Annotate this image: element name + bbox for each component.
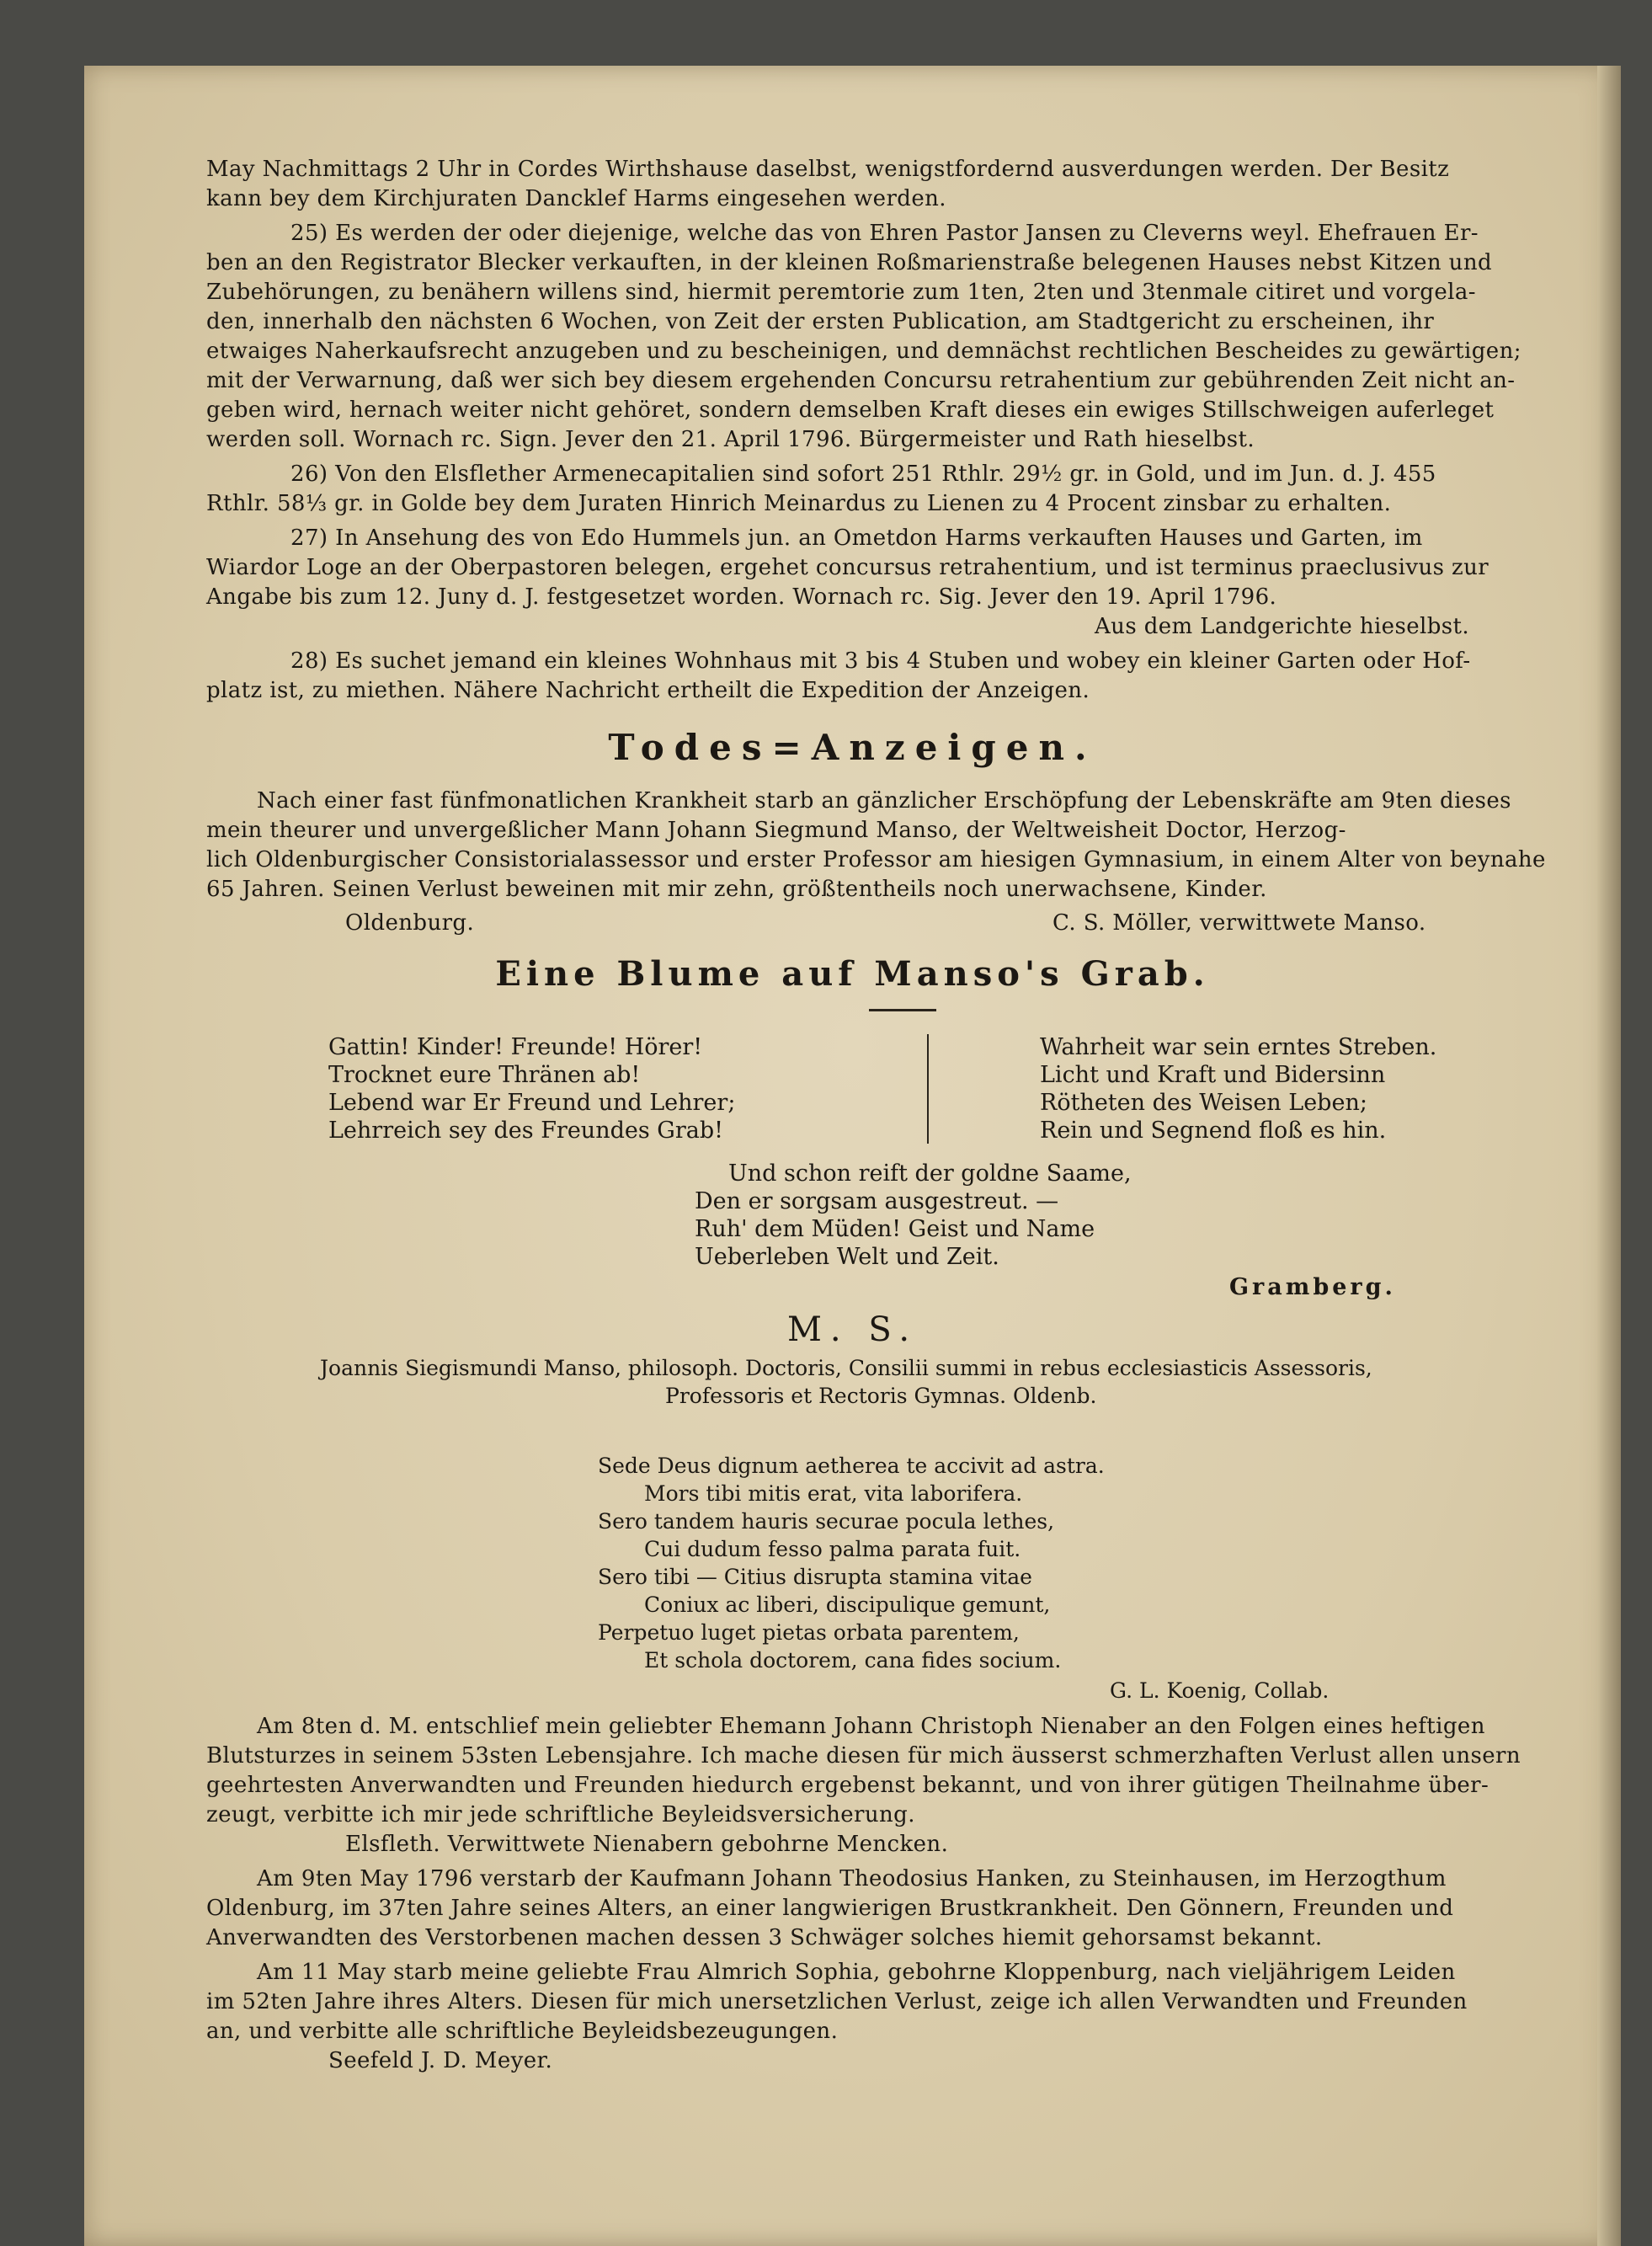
notice-line: geehrtesten Anverwandten und Freunden hiedurch ergebenst bekannt, und von ihrer gütigen Theilnahme über- <box>206 1773 1489 1798</box>
latin-verse: Cui dudum fesso palma parata fuit. <box>644 1537 1021 1561</box>
notice-line: mein theurer und unvergeßlicher Mann Johann Siegmund Manso, der Weltweisheit Doctor, Herzog- <box>206 818 1346 843</box>
notice-line: im 52ten Jahre ihres Alters. Diesen für mich unersetzlichen Verlust, zeige ich allen Verwandten und Freunden <box>206 1989 1468 2014</box>
verse-line: Lebend war Er Freund und Lehrer; <box>328 1090 736 1116</box>
latin-verse: Sero tandem hauris securae pocula lethes, <box>598 1509 1055 1534</box>
latin-verse: Perpetuo luget pietas orbata parentem, <box>598 1620 1020 1645</box>
verse-line: Trocknet eure Thränen ab! <box>328 1062 641 1088</box>
latin-author: G. L. Koenig, Collab. <box>1110 1678 1330 1703</box>
verse-line: Licht und Kraft und Bidersinn <box>1040 1062 1386 1088</box>
todes-signature: C. S. Möller, verwittwete Manso. <box>1052 910 1426 936</box>
todes-heading: Todes=Anzeigen. <box>608 727 1097 768</box>
notice-line: Wiardor Loge an der Oberpastoren belegen, ergehet concursus retrahentium, und ist terminus praeclusivus zur <box>206 555 1489 580</box>
notice-line: geben wird, hernach weiter nicht gehöret, sondern demselben Kraft dieses ein ewiges Stillschweigen auferleget <box>206 397 1495 423</box>
notice-line: platz ist, zu miethen. Nähere Nachricht ertheilt die Expedition der Anzeigen. <box>206 678 1090 703</box>
notice-line: Am 9ten May 1796 verstarb der Kaufmann Johann Theodosius Hanken, zu Steinhausen, im Herzogthum <box>257 1866 1447 1891</box>
notice-line: lich Oldenburgischer Consistorialassessor und erster Professor am hiesigen Gymnasium, in einem Alter von beynahe <box>206 847 1546 872</box>
verse-line: Ueberleben Welt und Zeit. <box>695 1244 999 1270</box>
notice-line: Elsfleth. Verwittwete Nienabern gebohrne Mencken. <box>345 1832 949 1857</box>
notice-line: Anverwandten des Verstorbenen machen dessen 3 Schwäger solches hiemit gehorsamst bekannt. <box>206 1925 1323 1950</box>
verse-line: Rötheten des Weisen Leben; <box>1040 1090 1367 1116</box>
verse-line: Lehrreich sey des Freundes Grab! <box>328 1118 723 1144</box>
notice-line: 65 Jahren. Seinen Verlust beweinen mit mir zehn, größtentheils noch unerwachsene, Kinder. <box>206 877 1267 902</box>
verse-line: Den er sorgsam ausgestreut. — <box>695 1188 1059 1214</box>
ms-heading: M. S. <box>786 1310 919 1349</box>
notice-line: Am 8ten d. M. entschlief mein geliebter Ehemann Johann Christoph Nienaber an den Folgen eines heftigen <box>257 1714 1485 1739</box>
notice-line: etwaiges Naherkaufsrecht anzugeben und zu bescheinigen, und demnächst rechtlichen Bescheides zu gewärtigen; <box>206 339 1521 364</box>
latin-dedication-line: Professoris et Rectoris Gymnas. Oldenb. <box>665 1384 1097 1408</box>
latin-verse: Mors tibi mitis erat, vita laborifera. <box>644 1481 1023 1506</box>
notice-line: Am 11 May starb meine geliebte Frau Almrich Sophia, gebohrne Kloppenburg, nach vieljährigem Leiden <box>257 1960 1456 1985</box>
notice-line: May Nachmittags 2 Uhr in Cordes Wirthshause daselbst, wenigstfordernd ausverdungen werden. Der Besitz <box>206 157 1450 182</box>
notice-line: den, innerhalb den nächsten 6 Wochen, von Zeit der ersten Publication, am Stadtgericht zu erscheinen, ihr <box>206 309 1435 334</box>
notice-line: an, und verbitte alle schriftliche Beyleidsbezeugungen. <box>206 2019 839 2044</box>
latin-dedication-line: Joannis Siegismundi Manso, philosoph. Doctoris, Consilii summi in rebus ecclesiasticis Assessoris, <box>320 1356 1372 1380</box>
poem-divider <box>869 1009 936 1011</box>
notice-line: Oldenburg, im 37ten Jahre seines Alters, an einer langwierigen Brustkrankheit. Den Gönnern, Freunden und <box>206 1896 1454 1921</box>
latin-verse: Coniux ac liberi, discipulique gemunt, <box>644 1592 1051 1617</box>
latin-verse: Et schola doctorem, cana fides socium. <box>644 1648 1062 1672</box>
notice-line: ben an den Registrator Blecker verkauften, in der kleinen Roßmarienstraße belegenen Hauses nebst Kitzen und <box>206 250 1493 275</box>
notice-line: 26) Von den Elsflether Armenecapitalien sind sofort 251 Rthlr. 29½ gr. in Gold, und im Jun. d. J. 455 <box>290 461 1436 487</box>
notice-line: 25) Es werden der oder diejenige, welche das von Ehren Pastor Jansen zu Cleverns weyl. Ehefrauen Er- <box>290 221 1479 246</box>
notice-line: Seefeld J. D. Meyer. <box>328 2048 553 2073</box>
notice-line: mit der Verwarnung, daß wer sich bey diesem ergehenden Concursu retrahentium zur gebührenden Zeit nicht an- <box>206 368 1516 393</box>
notice-line: Zubehörungen, zu benähern willens sind, hiermit peremtorie zum 1ten, 2ten und 3tenmale citiret und vorgela- <box>206 280 1476 305</box>
page-edge-shadow <box>1597 66 1621 2246</box>
notice-line: 27) In Ansehung des von Edo Hummels jun. an Ometdon Harms verkauften Hauses und Garten, im <box>290 525 1423 551</box>
verse-line: Rein und Segnend floß es hin. <box>1040 1118 1387 1144</box>
notice-line: Nach einer fast fünfmonatlichen Krankheit starb an gänzlicher Erschöpfung der Lebenskräfte am 9ten dieses <box>257 788 1511 814</box>
verse-line: Wahrheit war sein erntes Streben. <box>1040 1034 1437 1060</box>
verse-line: Gattin! Kinder! Freunde! Hörer! <box>328 1034 703 1060</box>
notice-line: Blutsturzes in seinem 53sten Lebensjahre. Ich mache diesen für mich äusserst schmerzhaften Verlust allen unsern <box>206 1743 1521 1769</box>
notice-line: 28) Es suchet jemand ein kleines Wohnhaus mit 3 bis 4 Stuben und wobey ein kleiner Garten oder Hof- <box>290 648 1471 674</box>
verse-line: Ruh' dem Müden! Geist und Name <box>695 1216 1095 1242</box>
notice-line: kann bey dem Kirchjuraten Dancklef Harms eingesehen werden. <box>206 186 946 211</box>
notice-line: Rthlr. 58⅓ gr. in Golde bey dem Juraten Hinrich Meinardus zu Lienen zu 4 Procent zinsbar zu erhalten. <box>206 491 1392 516</box>
latin-verse: Sero tibi — Citius disrupta stamina vitae <box>598 1565 1032 1589</box>
poem-title: Eine Blume auf Manso's Grab. <box>495 954 1210 994</box>
todes-place: Oldenburg. <box>345 910 475 936</box>
verse-line: Und schon reift der goldne Saame, <box>728 1160 1132 1187</box>
notice-line: werden soll. Wornach rc. Sign. Jever den 21. April 1796. Bürgermeister und Rath hieselbst. <box>206 427 1255 452</box>
notice-line: zeugt, verbitte ich mir jede schriftliche Beyleidsversicherung. <box>206 1802 915 1827</box>
latin-verse: Sede Deus dignum aetherea te accivit ad astra. <box>598 1454 1105 1478</box>
notice-line: Angabe bis zum 12. Juny d. J. festgesetzet worden. Wornach rc. Sig. Jever den 19. April 1796. <box>206 584 1277 610</box>
newspaper-page <box>84 66 1621 2246</box>
poem-column-rule <box>927 1034 929 1144</box>
notice-line: Aus dem Landgerichte hieselbst. <box>1095 614 1470 639</box>
poem-author: Gramberg. <box>1229 1274 1396 1300</box>
